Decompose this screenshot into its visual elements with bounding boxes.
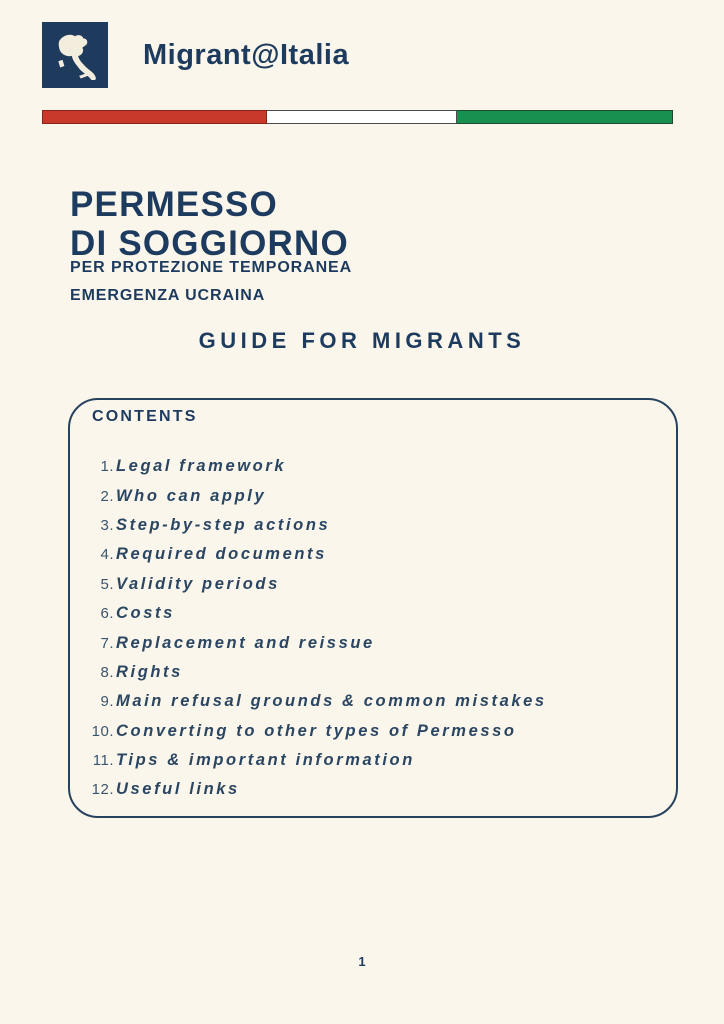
toc-item [70, 452, 656, 481]
toc-item-number: 10. [91, 722, 114, 740]
toc-item-number: 7. [100, 634, 114, 652]
toc-item [70, 717, 656, 746]
toc-item-number: 4. [100, 546, 114, 564]
toc-item-number: 8. [100, 663, 114, 681]
toc-item-label: Rights [116, 662, 183, 681]
title-line2: DI SOGGIORNO [70, 224, 349, 264]
toc-item [70, 775, 656, 804]
toc-item-number: 5. [100, 575, 114, 593]
toc-item-label: Useful links [116, 780, 240, 799]
toc-item-number: 1. [100, 458, 114, 476]
page-number: 1 [358, 954, 366, 969]
toc-item-label: Replacement and reissue [116, 633, 375, 652]
brand-logo [42, 22, 108, 88]
toc-item-number: 12. [91, 781, 114, 799]
toc-item-number: 2. [100, 487, 114, 505]
header [42, 22, 349, 88]
toc-item [70, 599, 656, 628]
toc-item [70, 746, 656, 775]
toc-item [70, 511, 656, 540]
toc-item-number: 11. [92, 752, 114, 770]
toc-item-label: Legal framework [116, 457, 287, 476]
table-of-contents [70, 452, 656, 805]
toc-item [70, 540, 656, 569]
toc-item [70, 570, 656, 599]
brand-name: Migrant@Italia [143, 38, 350, 71]
flag-green-segment [457, 110, 673, 124]
tagline: GUIDE FOR MIGRANTS [198, 328, 526, 353]
subtitle-line1: PER PROTEZIONE TEMPORANEA [70, 259, 353, 276]
toc-item [70, 628, 656, 657]
contents-box [68, 398, 678, 818]
toc-item-label: Step-by-step actions [116, 515, 331, 534]
toc-item-label: Who can apply [116, 486, 267, 505]
italy-map-icon [50, 30, 100, 80]
toc-item-label: Required documents [116, 545, 327, 564]
toc-item-label: Validity periods [116, 574, 280, 593]
page-subtitle [70, 254, 352, 310]
toc-item-label: Tips & important information [116, 751, 415, 770]
toc-item-label: Converting to other types of Permesso [116, 721, 517, 740]
toc-item-number: 3. [100, 516, 114, 534]
flag-red-segment [42, 110, 267, 124]
toc-item [70, 658, 656, 687]
title-line1: PERMESSO [70, 185, 278, 225]
toc-item [70, 687, 656, 716]
flag-white-segment [267, 110, 457, 124]
toc-item [70, 481, 656, 510]
italy-flag-bar [42, 110, 673, 124]
subtitle-line2: EMERGENZA UCRAINA [70, 287, 266, 304]
toc-item-number: 9. [100, 693, 114, 711]
contents-heading: CONTENTS [92, 408, 198, 425]
toc-item-number: 6. [100, 605, 114, 623]
toc-item-label: Costs [116, 604, 175, 623]
page-title [70, 185, 349, 263]
toc-item-label: Main refusal grounds & common mistakes [116, 692, 547, 711]
page-footer [0, 954, 724, 969]
